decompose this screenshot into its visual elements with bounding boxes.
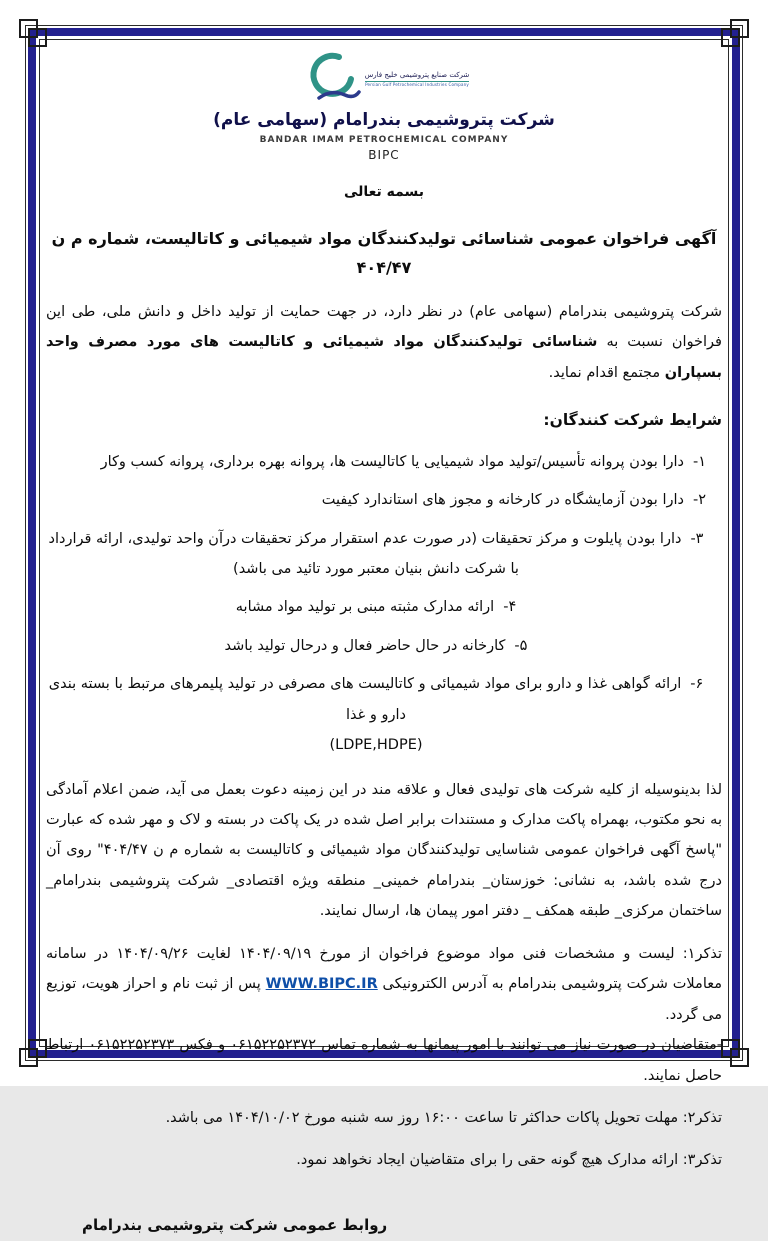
holding-company-name-fa: شرکت صنایع پتروشیمی خلیج فارس xyxy=(364,70,470,79)
list-item xyxy=(46,592,706,622)
intro-paragraph xyxy=(46,297,722,388)
public-relations-signature: روابط عمومی شرکت پتروشیمی بندرامام xyxy=(82,1215,388,1234)
list-item xyxy=(46,524,706,585)
list-item-text: دارا بودن پروانه تأسیس/تولید مواد شیمیایی یا کاتالیست ها، پروانه بهره برداری، پروانه کسب وکار xyxy=(100,453,684,470)
border-corner-ornament xyxy=(19,19,46,46)
list-item xyxy=(46,669,706,760)
list-item-number: ۲- xyxy=(692,492,706,509)
list-item-number: ۳- xyxy=(690,530,704,547)
list-item xyxy=(46,447,706,477)
company-name-calligraphy: شرکت پتروشیمی بندرامام (سهامی عام) xyxy=(213,110,555,130)
list-item-number: ۴- xyxy=(503,599,517,616)
intro-text-pre: شرکت پتروشیمی بندرامام (سهامی عام) در نظر دارد، در جهت حمایت از تولید داخل و دانش ملی، طی این فراخوان نسبت به xyxy=(46,303,722,351)
company-name-english: BANDAR IMAM PETROCHEMICAL COMPANY xyxy=(259,134,509,145)
bismillah-text: بسمه تعالی xyxy=(343,183,425,200)
list-item-number: ۱- xyxy=(692,453,706,470)
invitation-paragraph: لذا بدینوسیله از کلیه شرکت های تولیدی فعال و علاقه مند در این زمینه دعوت بعمل می آید، ضمن اعلام آمادگی به نحو مکتوب، بهمراه پاکت مدارک و مستندات برابر اصل شده در یک پاکت در بسته و لاک و مهر شده که عبارت "پاسخ آگهی فراخوان عمومی شناسایی تولیدکنندگان مواد شیمیائی و کاتالیست به شماره م ن ۴۰۴/۴۷" روی آن درج شده باشد، به نشانی: خوزستان_ بندرامام خمینی_ منطقه ویژه اقتصادی_ شرکت پتروشیمی بندرامام_ ساختمان مرکزی_ طبقه همکف _ دفتر امور پیمان ها، ارسال نمایند. xyxy=(46,781,723,920)
list-item-text: دارا بودن آزمایشگاه در کارخانه و مجوز های استاندارد کیفیت xyxy=(321,492,684,509)
conditions-heading: شرایط شرکت کنندگان: xyxy=(543,411,722,430)
note1-text-post: پس از ثبت نام و احراز هویت، توزیع می گردد. xyxy=(46,976,722,1023)
border-corner-ornament xyxy=(722,1040,749,1067)
note2-paragraph: تذکر۲: مهلت تحویل پاکات حداکثر تا ساعت ۱۶:۰۰ روز سه شنبه مورخ ۱۴۰۴/۱۰/۰۲ می باشد. xyxy=(165,1109,722,1126)
pgpic-swoosh-icon xyxy=(299,52,361,106)
list-item-text: دارا بودن پایلوت و مرکز تحقیقات (در صورت عدم استقرار مرکز تحقیقات درآن واحد تولیدی، ارائه قرارداد با شرکت دانش بنیان معتبر مورد تائید می باشد) xyxy=(48,530,682,577)
list-item-number: ۶- xyxy=(690,676,704,693)
list-item xyxy=(46,631,706,661)
intro-text-bold: شناسائی تولیدکنندگان مواد شیمیائی و کاتالیست های مورد مصرف واحد بسپاران xyxy=(46,334,722,381)
list-item-number: ۵- xyxy=(514,637,528,654)
list-item-suffix: (LDPE,HDPE) xyxy=(329,737,423,754)
list-item xyxy=(46,485,706,515)
conditions-list xyxy=(46,447,722,761)
holding-company-name-en: Persian Gulf Petrochemical Industries Company xyxy=(365,81,469,87)
note1-paragraph xyxy=(46,939,722,1091)
company-abbreviation: BIPC xyxy=(368,148,400,162)
note1-text-pre: تذکر۱: لیست و مشخصات فنی مواد موضوع فراخوان از مورخ ۱۴۰۴/۰۹/۱۹ لغایت ۱۴۰۴/۰۹/۲۶ در سامانه معاملات شرکت پتروشیمی بندرامام به آدرس الکترونیکی xyxy=(46,945,723,993)
note3-paragraph: تذکر۳: ارائه مدارک هیچ گونه حقی را برای متقاضیان ایجاد نخواهد نمود. xyxy=(296,1152,722,1169)
company-logo-block xyxy=(46,52,722,164)
document-content xyxy=(46,52,723,1234)
border-corner-ornament xyxy=(19,1040,46,1067)
bipc-website-link[interactable]: WWW.BIPC.IR xyxy=(265,976,378,993)
border-corner-ornament xyxy=(722,19,749,46)
intro-text-post: مجتمع اقدام نماید. xyxy=(548,364,665,381)
list-item-text: کارخانه در حال حاضر فعال و درحال تولید باشد xyxy=(224,637,506,654)
list-item-text: ارائه مدارک مثبته مبنی بر تولید مواد مشابه xyxy=(235,599,495,616)
contact-info-line: -متقاضیان در صورت نیاز می توانند با امور پیمانها به شماره تماس ۰۶۱۵۲۲۵۲۳۷۲ و فکس ۰۶۱۵۲۲۵۲۳۷۳ ارتباط حاصل نمایند. xyxy=(46,1037,722,1084)
list-item-text: ارائه گواهی غذا و دارو برای مواد شیمیائی و کاتالیست های مصرفی در تولید پلیمرهای مرتبط با بسته بندی دارو و غذا xyxy=(48,676,682,723)
announcement-title: آگهی فراخوان عمومی شناسائی تولیدکنندگان مواد شیمیائی و کاتالیست، شماره م ن ۴۰۴/۴۷ xyxy=(51,229,717,277)
